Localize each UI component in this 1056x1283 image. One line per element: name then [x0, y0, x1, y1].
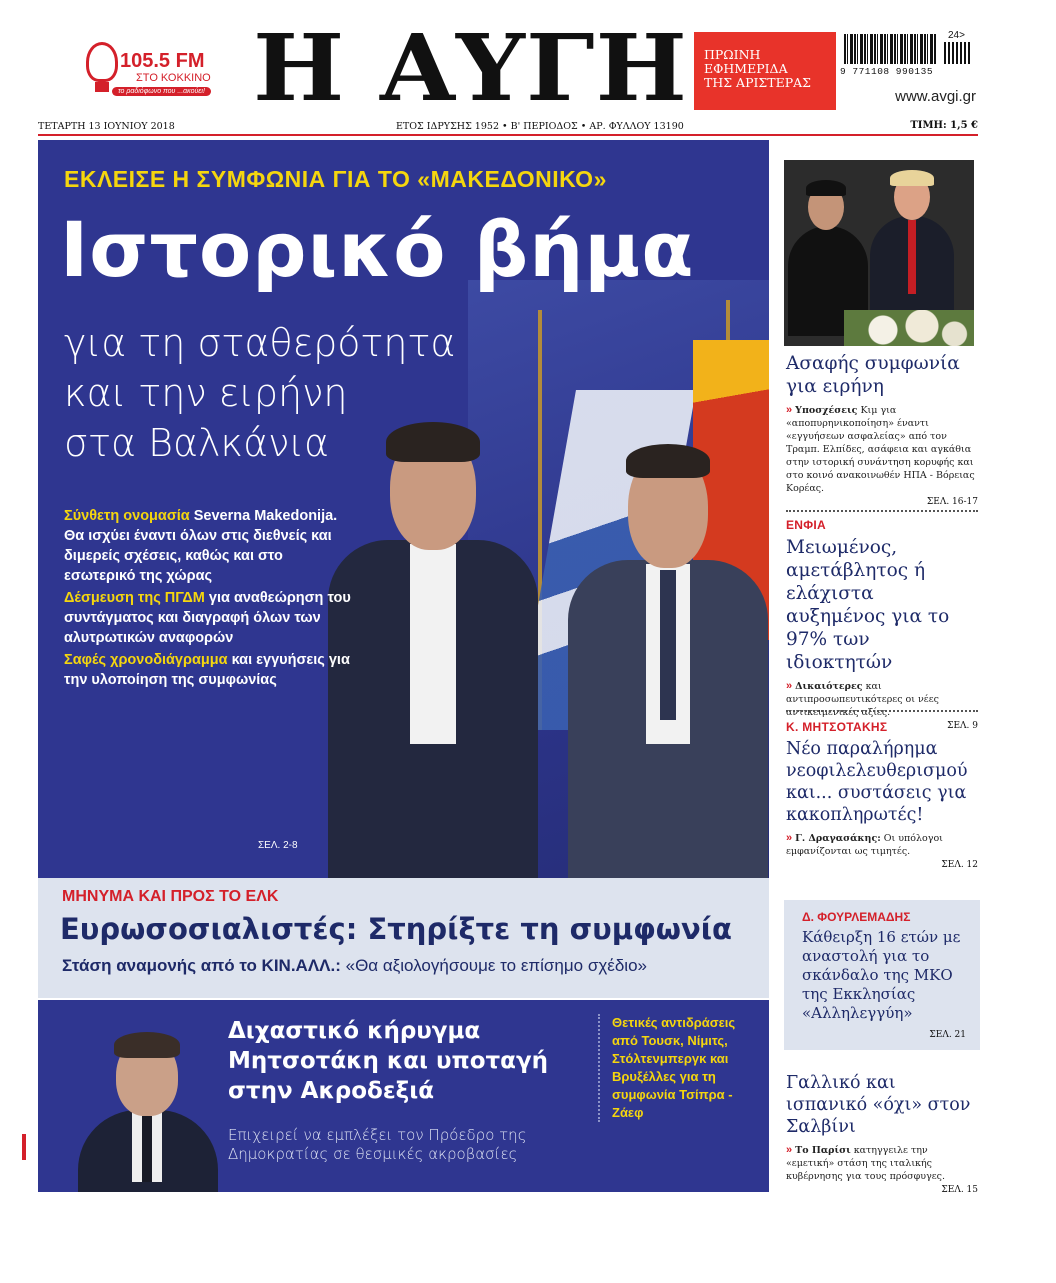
story-text: και αντιπροσωπευτικότερες οι νέες αντικειμενικές αξίες.	[786, 681, 939, 718]
story-text: Οι υπόλογοι εμφανίζονται ως τιμητές.	[786, 833, 943, 857]
issue-date: ΤΕΤΑΡΤΗ 13 ΙΟΥΝΙΟΥ 2018	[38, 121, 175, 132]
radio-station: ΣΤΟ ΚΟΚΚΙΝΟ	[136, 72, 211, 84]
person-tie	[660, 570, 676, 720]
tagline-line: ΕΦΗΜΕΡΙΔΑ	[704, 61, 788, 76]
lead-point	[64, 506, 354, 586]
story-text: Κιμ για «αποπυρηνικοποίηση» έναντι «εγγυήσεων ασφαλείας» από τον Τραμπ. Ελπίδες, ασάφεια και αγκάθια στην ιστορική συνάντηση κορυφής και στο κοινό ανακοινωθέν ΗΠΑ - Βόρειας Κορέας.	[786, 405, 975, 494]
story-tag: Κ. ΜΗΤΣΟΤΑΚΗΣ	[786, 720, 888, 734]
reactions-sidebar[interactable]: Θετικές αντιδράσεις από Τουσκ, Νίμιτς, Στόλτενμπεργκ και Βρυξέλλες για τη συμφωνία Τσίπρα - Ζάεφ	[598, 1014, 758, 1122]
story-salvini[interactable]	[786, 1072, 978, 1195]
barcode	[840, 30, 978, 82]
person-hair	[626, 444, 710, 478]
lead-points	[64, 506, 354, 692]
mitsotakis-subhead: Επιχειρεί να εμπλέξει τον Πρόεδρο της Δημοκρατίας σε θεσμικές ακροβασίες	[228, 1126, 527, 1163]
story-tag: ΕΝΦΙΑ	[786, 518, 827, 532]
story-headline[interactable]: Ασαφής συμφωνία για ειρήνη	[786, 353, 960, 397]
flowers-image	[844, 310, 974, 346]
lead-kicker: ΕΚΛΕΙΣΕ Η ΣΥΜΦΩΝΙΑ ΓΙΑ ΤΟ «ΜΑΚΕΔΟΝΙΚΟ»	[64, 166, 607, 192]
pes-story[interactable]	[38, 878, 769, 998]
story-lead: Το Παρίσι	[795, 1145, 851, 1156]
lead-headline[interactable]: Ιστορικό βήμα	[60, 205, 695, 294]
arrow-icon: »	[786, 1144, 793, 1156]
story-headline[interactable]: Γαλλικό και ισπανικό «όχι» στον Σαλβίνι	[786, 1073, 971, 1137]
lead-story[interactable]	[38, 140, 769, 878]
tagline-line: ΠΡΩΙΝΗ	[704, 47, 761, 62]
barcode-number: 9 771108 990135	[840, 66, 934, 77]
photo-kim-trump	[784, 160, 974, 346]
pes-subhead	[62, 956, 647, 976]
edge-color-mark	[22, 1134, 26, 1160]
point-highlight: Δέσμευση της ΠΓΔΜ	[64, 590, 205, 606]
tagline-line: ΤΗΣ ΑΡΙΣΤΕΡΑΣ	[704, 75, 812, 90]
divider	[786, 710, 978, 712]
story-enfia[interactable]	[786, 518, 978, 731]
arrow-icon: »	[786, 404, 793, 416]
story-page-ref: ΣΕΛ. 21	[929, 1030, 966, 1040]
subhead-line: στα Βαλκάνια	[64, 421, 330, 465]
masthead	[38, 14, 978, 122]
story-korea[interactable]	[786, 352, 978, 507]
lead-point	[64, 588, 354, 648]
point-text: για αναθεώρηση του συντάγματος και διαγραφή όλων των αλυτρωτικών αναφορών	[64, 590, 351, 646]
radio-frequency: 105.5 FM	[120, 50, 205, 72]
story-page-ref: ΣΕΛ. 9	[947, 721, 978, 731]
story-headline[interactable]: Μειωμένος, αμετάβλητος ή ελάχιστα αυξημένος για το 97% των ιδιοκτητών	[786, 537, 950, 673]
person-hair	[806, 180, 846, 196]
story-body	[786, 832, 978, 858]
newspaper-logo: Η ΑΥΓΗ	[253, 14, 688, 122]
dateline	[38, 118, 978, 136]
story-mitsotakis-neoliberal[interactable]	[786, 720, 978, 870]
story-body	[786, 404, 978, 495]
story-lead: Γ. Δραγασάκης:	[795, 833, 881, 844]
website-link[interactable]: www.avgi.gr	[895, 88, 976, 105]
point-highlight: Σύνθετη ονομασία	[64, 508, 190, 524]
barcode-issue-code: 24>	[948, 30, 965, 41]
divider	[786, 510, 978, 512]
point-highlight: Σαφές χρονοδιάγραμμα	[64, 652, 228, 668]
issue-price: ΤΙΜΗ: 1,5 €	[910, 120, 978, 131]
barcode-addon-icon	[944, 42, 972, 64]
radio-ad[interactable]	[60, 30, 240, 110]
radio-slogan: το ραδιόφωνο που ...ακούει!	[112, 87, 211, 96]
story-headline[interactable]: Κάθειρξη 16 ετών με αναστολή για το σκάνδαλο της ΜΚΟ της Εκκλησίας «Αλληλεγγύη»	[802, 928, 961, 1022]
lead-point	[64, 650, 354, 690]
point-text: Severna Makedonija. Θα ισχύει έναντι όλων στις διεθνείς και διμερείς σχέσεις, καθώς και στο εσωτερικό της χώρας	[64, 508, 338, 584]
lead-subhead	[64, 318, 455, 468]
barcode-icon	[844, 34, 936, 64]
tagline-box	[694, 32, 836, 110]
pes-kicker: ΜΗΝΥΜΑ ΚΑΙ ΠΡΟΣ ΤΟ ΕΛΚ	[62, 888, 279, 905]
story-page-ref: ΣΕΛ. 15	[941, 1185, 978, 1195]
story-page-ref: ΣΕΛ. 16-17	[926, 497, 978, 507]
mitsotakis-headline[interactable]: Διχαστικό κήρυγμα Μητσοτάκη και υποταγή στην Ακροδεξιά	[228, 1018, 549, 1104]
point-text: και εγγυήσεις για την υλοποίηση της συμφωνίας	[64, 652, 350, 688]
person-hair	[114, 1032, 180, 1058]
story-text: κατηγγειλε την «εμετική» στάση της ιταλικής κυβέρνησης για τους πρόσφυγες.	[786, 1145, 946, 1182]
person-shirt	[410, 544, 456, 744]
pes-sub-text: «Θα αξιολογήσουμε το επίσημο σχέδιο»	[340, 956, 647, 975]
person-tie	[908, 220, 916, 294]
story-lead: Δικαιότερες	[795, 681, 863, 692]
story-headline[interactable]: Νέο παραλήρημα νεοφιλελευθερισμού και... συστάσεις για κακοπληρωτές!	[786, 739, 968, 825]
story-fourlemadis[interactable]	[784, 900, 980, 1050]
story-body	[786, 680, 978, 719]
subhead-line: για τη σταθερότητα	[64, 321, 456, 365]
arrow-icon: »	[786, 680, 793, 692]
mitsotakis-story[interactable]	[38, 1000, 769, 1192]
person-hair	[890, 170, 934, 186]
story-page-ref: ΣΕΛ. 12	[941, 860, 978, 870]
lightbulb-icon	[86, 42, 118, 82]
issue-edition: ΕΤΟΣ ΙΔΡΥΣΗΣ 1952 • Β' ΠΕΡΙΟΔΟΣ • ΑΡ. ΦΥΛΛΟΥ 13190	[396, 121, 684, 132]
pes-headline[interactable]: Ευρωσοσιαλιστές: Στηρίξτε τη συμφωνία	[60, 912, 732, 946]
lead-page-ref: ΣΕΛ. 2-8	[258, 840, 298, 851]
subhead-line: και την ειρήνη	[64, 371, 348, 415]
story-tag: Δ. ΦΟΥΡΛΕΜΑΔΗΣ	[802, 910, 911, 924]
arrow-icon: »	[786, 832, 793, 844]
person-tie	[142, 1116, 152, 1182]
photo-mitsotakis	[68, 1020, 228, 1192]
story-body	[786, 1144, 978, 1183]
pes-sub-bold: Στάση αναμονής από το ΚΙΝ.ΑΛΛ.:	[62, 956, 341, 975]
story-lead: Υποσχέσεις	[795, 405, 858, 416]
lightbulb-base	[95, 82, 109, 92]
